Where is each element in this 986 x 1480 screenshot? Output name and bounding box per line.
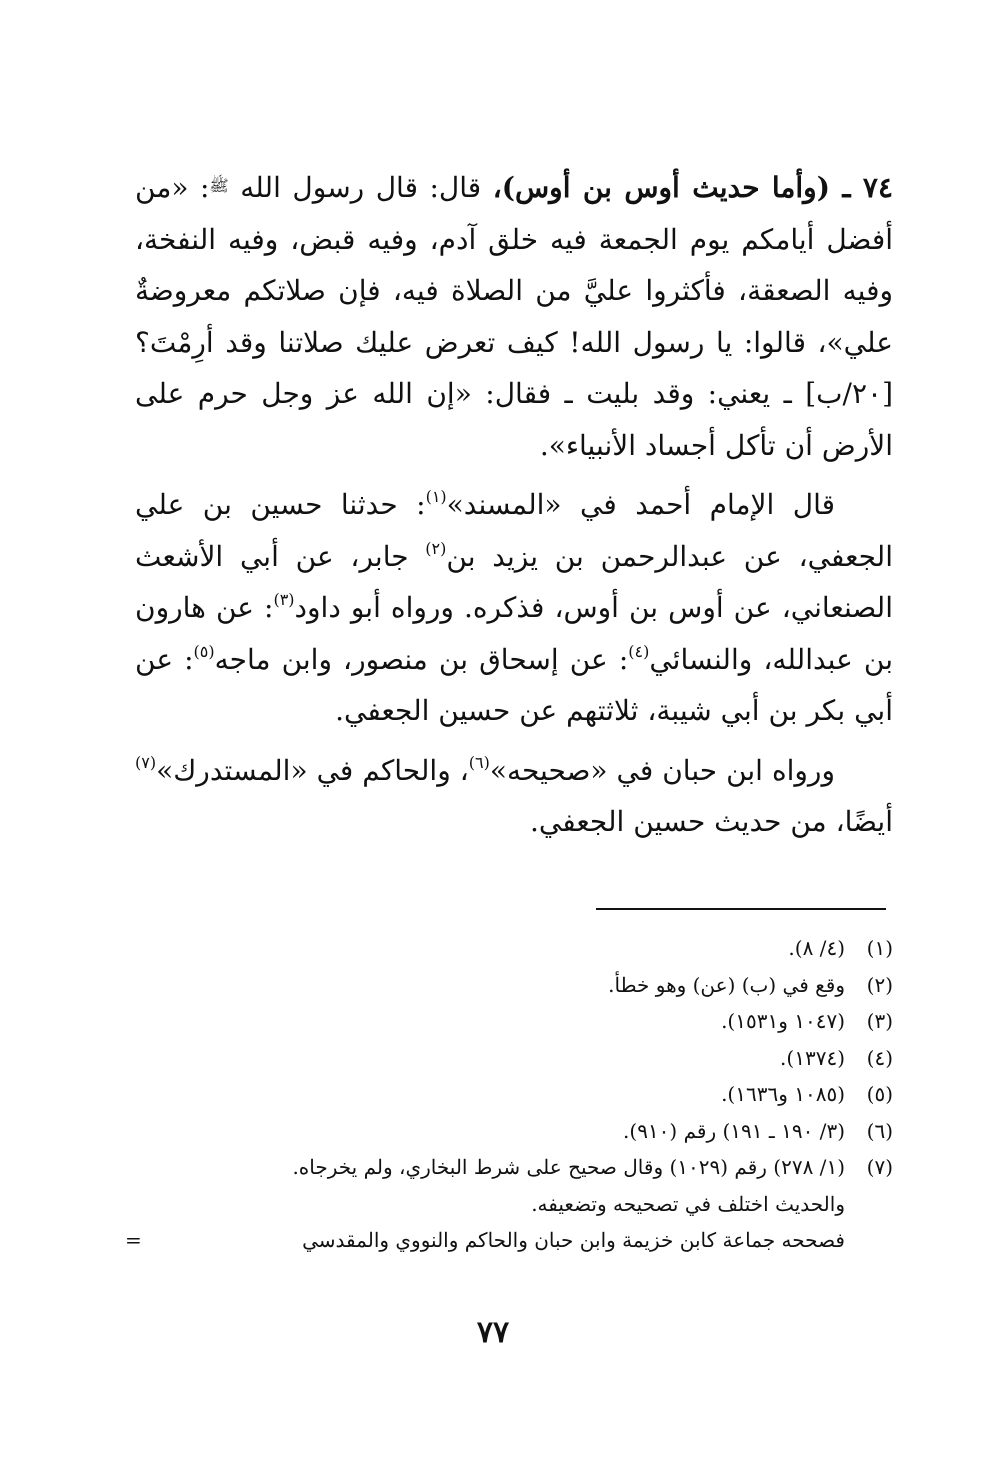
footnote-continuation-last xyxy=(125,1222,893,1259)
footnote-item xyxy=(125,1003,893,1040)
footnote-number: (٦) xyxy=(866,1118,893,1143)
footnote-separator xyxy=(596,908,886,910)
text-segment: ورواه ابن حبان في «صحيحه» xyxy=(489,753,835,787)
footnote-ref: (٢) xyxy=(425,538,447,558)
footnote-item xyxy=(125,1040,893,1077)
footnote-text: (٤/ ٨). xyxy=(788,936,845,960)
text-segment: : عن أبي بكر بن أبي شيبة، ثلاثتهم عن حسين الجعفي. xyxy=(135,642,893,727)
text-segment: : حدثنا حسين بن علي الجعفي، عن عبدالرحمن بن يزيد بن xyxy=(135,488,893,573)
continues-mark: = xyxy=(125,1228,142,1252)
footnote-text: (١٠٨٥ و١٦٣٦). xyxy=(721,1082,845,1106)
hadith-text: : «من أفضل أيامكم يوم الجمعة فيه خلق آدم، وفيه قبض، وفيه النفخة، وفيه الصعقة، فأكثروا عليَّ من الصلاة فيه، فإن صلاتكم معروضةٌ علي»، قالوا: يا رسول الله! كيف تعرض عليك صلاتنا وقد أرِمْتَ؟ [٢٠/ب] ـ يعني: وقد بليت ـ فقال: «إن الله عز وجل حرم على الأرض أن تأكل أجساد الأنبياء». xyxy=(135,171,893,462)
footnote-ref: (٦) xyxy=(468,752,490,772)
footnote-item xyxy=(125,1076,893,1113)
footnote-text: (١٠٤٧ و١٥٣١). xyxy=(721,1009,845,1033)
footnote-text: (١/ ٢٧٨) رقم (١٠٢٩) وقال صحيح على شرط البخاري، ولم يخرجاه. xyxy=(292,1155,845,1179)
paragraph-sources xyxy=(135,479,893,737)
hadith-heading: ٧٤ ـ (وأما حديث أوس بن أوس)، xyxy=(492,171,893,204)
footnotes xyxy=(125,930,893,1259)
text-segment: : عن هارون بن عبدالله، والنسائي xyxy=(135,591,894,676)
footnote-number: (٧) xyxy=(866,1155,893,1179)
main-text xyxy=(135,160,893,848)
footnote-number: (٢) xyxy=(866,972,893,997)
text-segment: قال الإمام أحمد في «المسند» xyxy=(446,488,835,521)
footnote-item xyxy=(125,930,893,967)
footnote-item xyxy=(125,1113,893,1150)
footnote-text: وقع في (ب) (عن) وهو خطأ. xyxy=(608,972,845,997)
footnote-ref: (٣) xyxy=(273,590,295,609)
footnote-ref: (٤) xyxy=(628,641,650,661)
honorific-symbol: ﷺ xyxy=(209,176,229,195)
footnote-number: (٥) xyxy=(866,1082,893,1106)
footnote-continuation: والحديث اختلف في تصحيحه وتضعيفه. xyxy=(531,1191,845,1216)
footnote-continuation-text: فصححه جماعة كابن خزيمة وابن حبان والحاكم والنووي والمقدسي xyxy=(302,1228,845,1252)
footnote-number: (٣) xyxy=(866,1009,893,1033)
footnote-text: (١٣٧٤). xyxy=(780,1045,845,1070)
footnote-ref: (٥) xyxy=(193,641,215,661)
footnote-number: (١) xyxy=(866,936,893,960)
footnote-text: (٣/ ١٩٠ ـ ١٩١) رقم (٩١٠). xyxy=(623,1118,845,1143)
paragraph-hadith-74 xyxy=(135,160,893,471)
text-segment: أيضًا، من حديث حسين الجعفي. xyxy=(530,805,893,838)
text-segment: ، والحاكم في «المستدرك» xyxy=(156,753,469,787)
page-number: ٧٧ xyxy=(476,1315,510,1350)
text-segment: جابر، عن أبي الأشعث الصنعاني، عن أوس بن أوس، فذكره. ورواه أبو داود xyxy=(135,539,893,624)
footnote-item xyxy=(125,967,893,1004)
footnote-ref: (١) xyxy=(425,487,447,506)
footnote-item xyxy=(125,1149,893,1186)
footnote-number: (٤) xyxy=(866,1045,893,1070)
paragraph-other-sources xyxy=(135,745,893,848)
text-segment: : عن إسحاق بن منصور، وابن ماجه xyxy=(214,642,629,676)
hadith-intro: قال: قال رسول الله xyxy=(228,171,493,204)
footnote-ref: (٧) xyxy=(135,752,157,772)
